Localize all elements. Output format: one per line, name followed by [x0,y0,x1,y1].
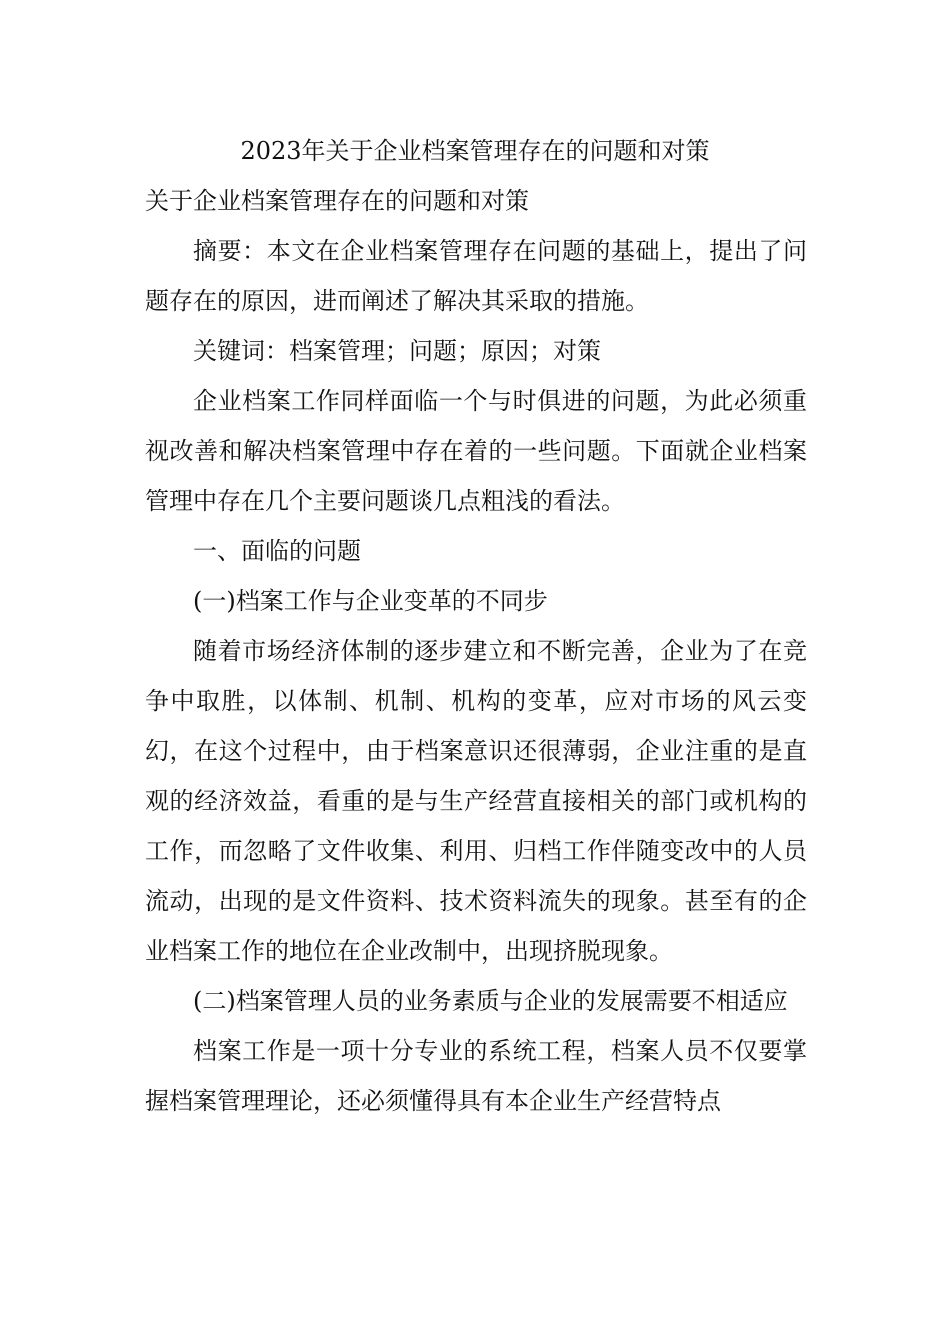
paragraph-abstract: 摘要：本文在企业档案管理存在问题的基础上，提出了问题存在的原因，进而阐述了解决其采取的措施。 [145,237,807,315]
subsection-heading-2: (二)档案管理人员的业务素质与企业的发展需要不相适应 [193,987,788,1015]
document-body [145,176,807,1126]
subsection-heading-1: (一)档案工作与企业变革的不同步 [193,587,548,615]
paragraph-keywords: 关键词：档案管理；问题；原因；对策 [193,337,601,365]
paragraph-intro: 企业档案工作同样面临一个与时俱进的问题，为此必须重视改善和解决档案管理中存在着的一些问题。下面就企业档案管理中存在几个主要问题谈几点粗浅的看法。 [145,387,807,515]
paragraph-body-2: 档案工作是一项十分专业的系统工程，档案人员不仅要掌握档案管理理论，还必须懂得具有本企业生产经营特点 [145,1037,807,1115]
document-title: 2023年关于企业档案管理存在的问题和对策 [240,137,710,165]
section-heading-problems: 一、面临的问题 [193,537,361,565]
paragraph-body-1: 随着市场经济体制的逐步建立和不断完善，企业为了在竞争中取胜，以体制、机制、机构的变革，应对市场的风云变幻，在这个过程中，由于档案意识还很薄弱，企业注重的是直观的经济效益，看重的是与生产经营直接相关的部门或机构的工作，而忽略了文件收集、利用、归档工作伴随变改中的人员流动，出现的是文件资料、技术资料流失的现象。甚至有的企业档案工作的地位在企业改制中，出现挤脱现象。 [145,637,807,965]
paragraph-subtitle: 关于企业档案管理存在的问题和对策 [145,187,529,215]
